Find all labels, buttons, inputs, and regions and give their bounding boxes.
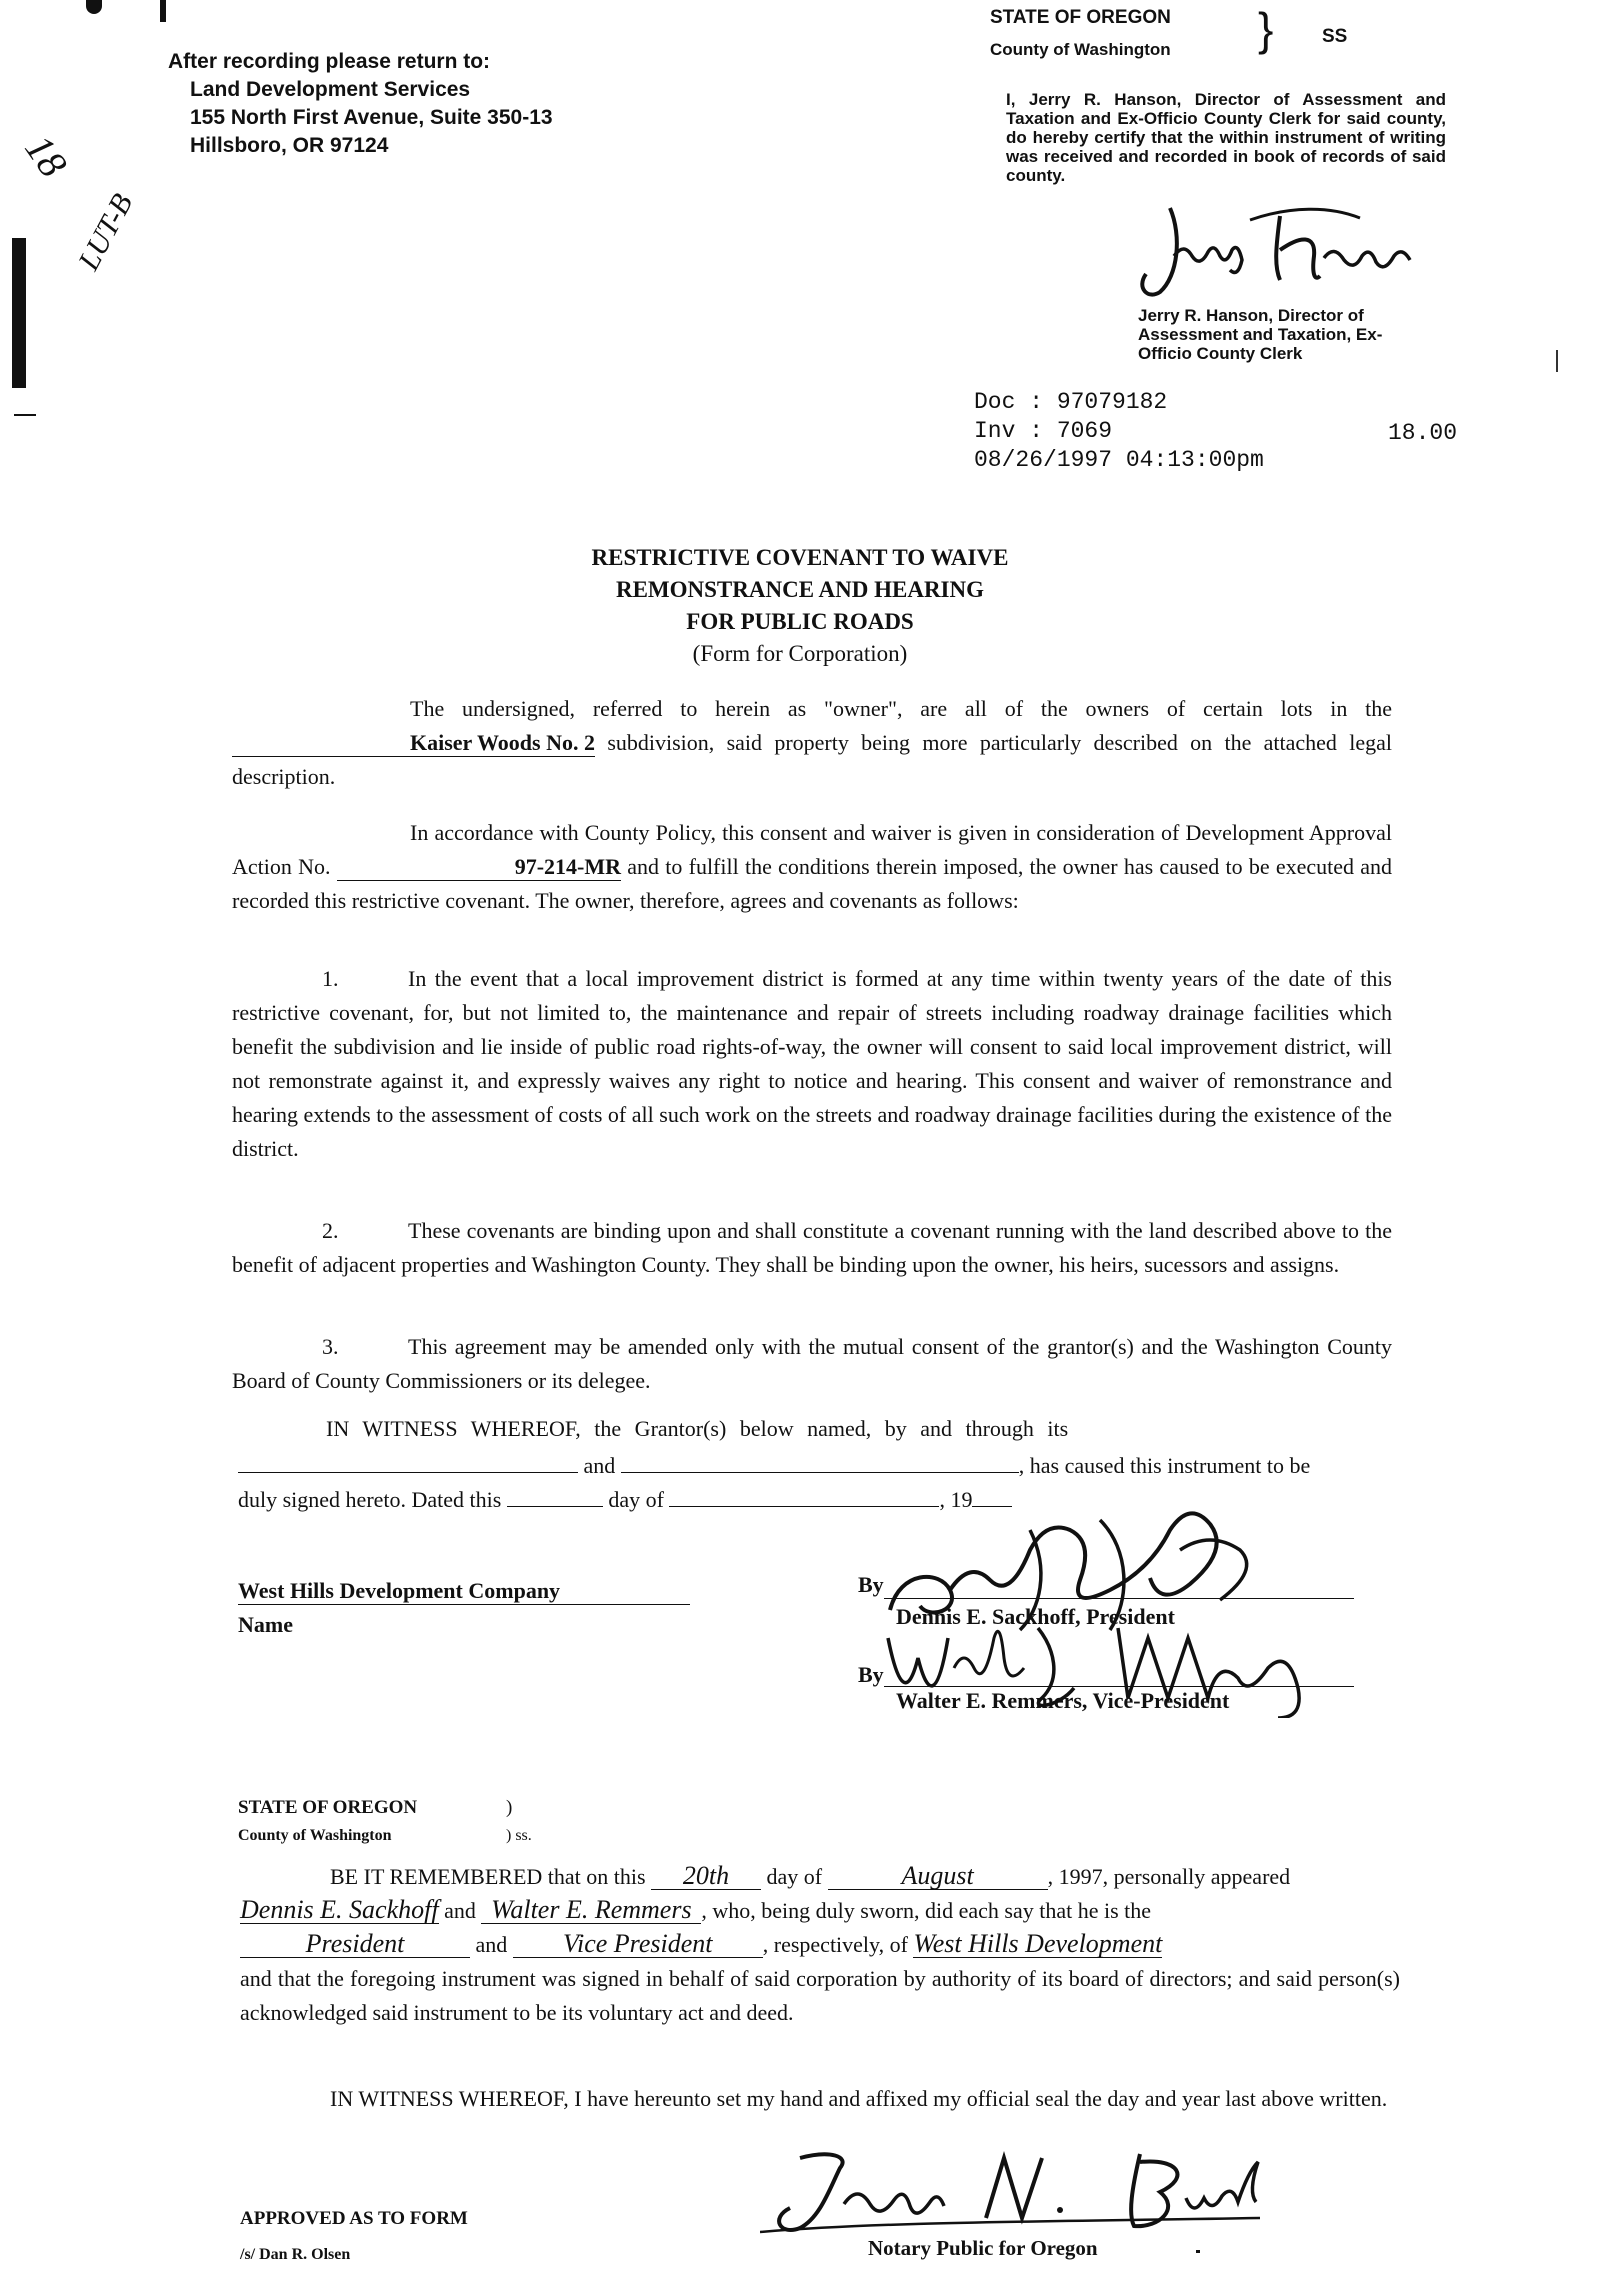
ack-title-2-field: Vice President [513,1931,763,1958]
name-label: Name [238,1612,293,1637]
clerk-signature [1130,196,1430,306]
policy-before: In accordance with County Policy, this consent and waiver is given in consideration of Development Approval Action No. [232,820,1392,879]
notary-dot [1196,2250,1200,2253]
clause-2-text: These covenants are binding upon and shall constitute a covenant running with the land described above to the benefit of adjacent properties and Washington County. They shall be binding upon the owner, his heirs, sucessors and assigns. [232,1218,1392,1277]
ack-p1-c-part: , 1997, personally appeared [1047,1864,1291,1889]
witness-and: and [583,1453,616,1478]
notary-signature [760,2148,1280,2238]
clerk-title [1138,306,1458,363]
ack-line-3 [240,1928,1400,1962]
clerk-line-2: Assessment and Taxation, Ex- [1138,325,1383,344]
action-number-field: 97-214-MR [337,854,621,881]
return-heading: After recording please return to: [168,50,491,73]
ack-p2: IN WITNESS WHEREOF, I have hereunto set my hand and affixed my official seal the day and year last above written. [330,2086,1388,2111]
intro-paragraph [232,692,1392,794]
clerk-line-3: Officio County Clerk [1138,344,1303,363]
by-label-1: By [858,1572,884,1597]
ack-and: and [444,1898,476,1923]
recording-county: County of Washington [990,40,1171,59]
ack-corp-field: West Hills Development [913,1929,1163,1958]
subdivision-field: Kaiser Woods No. 2 [232,730,595,757]
intro-after: subdivision, said property being more particularly described on the attached legal description. [232,730,1392,789]
vice-president-signature [878,1618,1338,1718]
company-name: West Hills Development Company [238,1578,690,1605]
clause-1-number: 1. [322,966,339,991]
ack-paragraph [240,1860,1400,2030]
witness-line-3 [238,1484,1398,1513]
president-signature-text: Dennis Sackhoff [880,1510,887,1511]
ack-county: County of Washington [238,1827,392,1844]
title-line-2: REMONSTRANCE AND HEARING [615,577,985,602]
recording-stamp [974,388,1264,475]
policy-after: and to fulfill the conditions therein imposed, the owner has caused to be executed and recorded this restrictive covenant. The owner, therefore, agrees and covenants as follows: [232,854,1393,913]
approver-name: /s/ Dan R. Olsen [240,2246,351,2263]
clause-3-text: This agreement may be amended only with the mutual consent of the grantor(s) and the Washington County Board of County Commissioners or its delegee. [232,1334,1392,1393]
ack-state-county [238,1794,417,1850]
margin-dash [14,414,36,416]
ack-title-1-field: President [240,1931,470,1958]
policy-paragraph [232,816,1392,918]
clerk-signature-text: Jerry Hanson [1130,196,1136,197]
recording-state: STATE OF OREGON [990,7,1171,28]
notary-signature-text: Janet N. Busk [760,2148,766,2149]
dated-day-blank [507,1484,603,1507]
return-address [168,48,553,160]
clause-2 [232,1214,1392,1282]
ack-month-field: August [828,1863,1048,1890]
ack-parens [506,1794,532,1850]
brace-glyph: } [1258,3,1274,55]
recording-ss: SS [1322,26,1348,47]
ack-line-4 [240,1962,1400,2030]
witness-day-of: day of [608,1487,664,1512]
margin-tick [1556,350,1558,372]
intro-before: The undersigned, referred to herein as "owner", are all of the owners of certain lots in the [410,696,1392,721]
grantor-officer-2-blank [621,1450,1019,1473]
witness-year: , 19 [939,1487,973,1512]
ack-day-field: 20th [651,1863,761,1890]
return-line-1: Land Development Services [190,78,471,101]
corner-mark [86,0,102,14]
vice-president-signature-text: Walter E. Remmers [878,1618,886,1619]
inv-number: Inv : 7069 [974,418,1113,444]
corner-mark-2 [160,0,166,22]
notary-label: Notary Public for Oregon [868,2236,1098,2260]
witness-part-1: IN WITNESS WHEREOF, the Grantor(s) below named, by and through its [326,1416,1069,1441]
clause-3 [232,1330,1392,1398]
ack-p1-e: , respectively, of [762,1932,908,1957]
title-line-4: (Form for Corporation) [692,641,908,666]
margin-bar [12,238,26,388]
approved-as-to-form: APPROVED AS TO FORM [240,2208,468,2229]
ack-ss: ) ss. [506,1827,532,1844]
ack-paren: ) [506,1797,513,1818]
ack-line-1 [240,1860,1400,1894]
recording-fee: 18.00 [1388,420,1458,446]
title-line-3: FOR PUBLIC ROADS [686,609,914,634]
ack-state: STATE OF OREGON [238,1797,418,1818]
witness-part-2: , has caused this instrument to be [1018,1453,1311,1478]
recording-state-county [990,2,1171,66]
clerk-line-1: Jerry R. Hanson, Director of [1138,306,1364,325]
witness-line-2 [238,1450,1398,1479]
ack-line-2 [240,1894,1400,1928]
clause-2-number: 2. [322,1218,339,1243]
ack-and-2: and [475,1932,508,1957]
return-line-2: 155 North First Avenue, Suite 350-13 [190,106,553,129]
witness-dated: duly signed hereto. Dated this [238,1487,502,1512]
ack-name-2-field: Walter E. Remmers [481,1897,701,1924]
ack-p1-a: BE IT REMEMBERED that on this [330,1864,646,1889]
ack-p1-f: and that the foregoing instrument was signed in behalf of said corporation by authority of its board of directors; and said person(s) acknowledged said instrument to be its voluntary act and deed. [240,1966,1400,2025]
margin-note-number: 18 [16,126,77,186]
dated-month-blank [669,1484,939,1507]
grantor-officer-1-blank [238,1450,578,1473]
notary-witness [240,2082,1400,2116]
clause-1 [232,962,1392,1166]
ack-p1-b: day of [766,1864,823,1889]
clerk-certification: I, Jerry R. Hanson, Director of Assessment and Taxation and Ex-Officio County Clerk for said county, do hereby certify that the within instrument of writing was received and recorded in book of records of said county. [1006,90,1446,185]
by-label-2: By [858,1662,884,1687]
witness-line-1 [326,1416,1396,1442]
ack-p1-d: , who, being duly sworn, did each say that he is the [701,1898,1152,1923]
return-line-3: Hillsboro, OR 97124 [190,134,389,157]
margin-note-text: LUT-B [72,188,140,276]
recording-datetime: 08/26/1997 04:13:00pm [974,447,1264,473]
title-line-1: RESTRICTIVE COVENANT TO WAIVE [591,545,1009,570]
clause-1-text: In the event that a local improvement district is formed at any time within twenty years of the date of this restrictive covenant, for, but not limited to, the maintenance and repair of streets including roadway drainage facilities which benefit the subdivision and lie inside of public road rights-of-way, the owner will consent to said local improvement district, will not remonstrate against it, and expressly waives any right to notice and hearing. This consent and waiver of remonstrance and hearing extends to the assessment of costs of all such work on the streets and roadway drainage facilities during the existence of the district. [232,966,1392,1161]
signer-2: Walter E. Remmers, Vice-President [896,1688,1230,1713]
signer-1: Dennis E. Sackhoff, President [896,1604,1175,1629]
document-title [400,542,1200,670]
ack-name-1-field: Dennis E. Sackhoff [240,1895,439,1924]
clause-3-number: 3. [322,1334,339,1359]
doc-number: Doc : 97079182 [974,389,1168,415]
dated-year-blank [972,1484,1012,1507]
